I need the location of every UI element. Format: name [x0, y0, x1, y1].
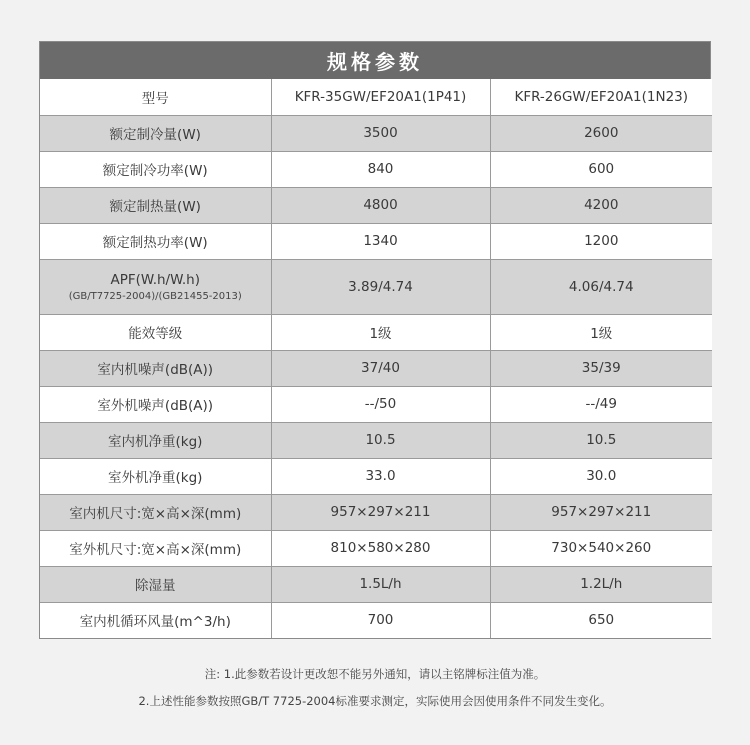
note-line-2: 2.上述性能参数按照GB/T 7725-2004标准要求测定，实际使用会因使用条件不同发生变化。 — [138, 694, 612, 708]
row-value-2: 957×297×211 — [490, 494, 712, 530]
row-value-1: 1.5L/h — [271, 566, 490, 602]
header-label: 型号 — [40, 79, 271, 115]
row-label: 除湿量 — [40, 566, 271, 602]
apf-standard-label: (GB/T7725-2004)/(GB21455-2013) — [68, 290, 242, 302]
row-value-2: 4200 — [490, 187, 712, 223]
table-row — [40, 223, 712, 259]
row-value-1: 1级 — [271, 314, 490, 350]
row-value-2: 730×540×260 — [490, 530, 712, 566]
row-label-apf — [40, 259, 271, 314]
header-row — [40, 79, 712, 115]
row-label: 室内机尺寸:宽×高×深(mm) — [40, 494, 271, 530]
spec-table-panel — [39, 41, 711, 639]
table-row — [40, 422, 712, 458]
row-value-2: 30.0 — [490, 458, 712, 494]
row-value-2: --/49 — [490, 386, 712, 422]
row-value-1: 4800 — [271, 187, 490, 223]
spec-title: 规格参数 — [40, 42, 710, 79]
row-value-2: 650 — [490, 602, 712, 638]
row-value-1: 3500 — [271, 115, 490, 151]
row-value-2: 600 — [490, 151, 712, 187]
row-value-1: --/50 — [271, 386, 490, 422]
row-value-1: 37/40 — [271, 350, 490, 386]
row-label: 额定制冷量(W) — [40, 115, 271, 151]
table-row — [40, 187, 712, 223]
row-value-1: 957×297×211 — [271, 494, 490, 530]
row-label: 额定制热量(W) — [40, 187, 271, 223]
row-label: 室外机净重(kg) — [40, 458, 271, 494]
table-row — [40, 566, 712, 602]
row-value-2: 1级 — [490, 314, 712, 350]
spec-table — [40, 79, 712, 638]
row-value-1: 700 — [271, 602, 490, 638]
row-value-1: 840 — [271, 151, 490, 187]
table-row — [40, 314, 712, 350]
row-label: 室外机尺寸:宽×高×深(mm) — [40, 530, 271, 566]
table-row — [40, 602, 712, 638]
table-row — [40, 530, 712, 566]
row-label: 额定制热功率(W) — [40, 223, 271, 259]
row-value-2: 4.06/4.74 — [490, 259, 712, 314]
row-label: 室内机噪声(dB(A)) — [40, 350, 271, 386]
table-row — [40, 151, 712, 187]
row-value-2: 35/39 — [490, 350, 712, 386]
row-label: 室内机净重(kg) — [40, 422, 271, 458]
row-value-1: 33.0 — [271, 458, 490, 494]
table-row — [40, 115, 712, 151]
table-row — [40, 494, 712, 530]
header-model-2: KFR-26GW/EF20A1(1N23) — [490, 79, 712, 115]
table-row — [40, 386, 712, 422]
row-label: 额定制冷功率(W) — [40, 151, 271, 187]
row-value-1: 1340 — [271, 223, 490, 259]
row-label: 室内机循环风量(m^3/h) — [40, 602, 271, 638]
header-model-1: KFR-35GW/EF20A1(1P41) — [271, 79, 490, 115]
row-label: 能效等级 — [40, 314, 271, 350]
row-value-2: 10.5 — [490, 422, 712, 458]
row-value-1: 810×580×280 — [271, 530, 490, 566]
apf-label: APF(W.h/W.h) — [110, 271, 201, 288]
table-row — [40, 259, 712, 314]
note-line-1: 注: 1.此参数若设计更改恕不能另外通知，请以主铭牌标注值为准。 — [204, 667, 546, 681]
table-row — [40, 458, 712, 494]
row-label: 室外机噪声(dB(A)) — [40, 386, 271, 422]
row-value-2: 1200 — [490, 223, 712, 259]
row-value-2: 2600 — [490, 115, 712, 151]
row-value-2: 1.2L/h — [490, 566, 712, 602]
row-value-1: 10.5 — [271, 422, 490, 458]
table-row — [40, 350, 712, 386]
row-value-1: 3.89/4.74 — [271, 259, 490, 314]
